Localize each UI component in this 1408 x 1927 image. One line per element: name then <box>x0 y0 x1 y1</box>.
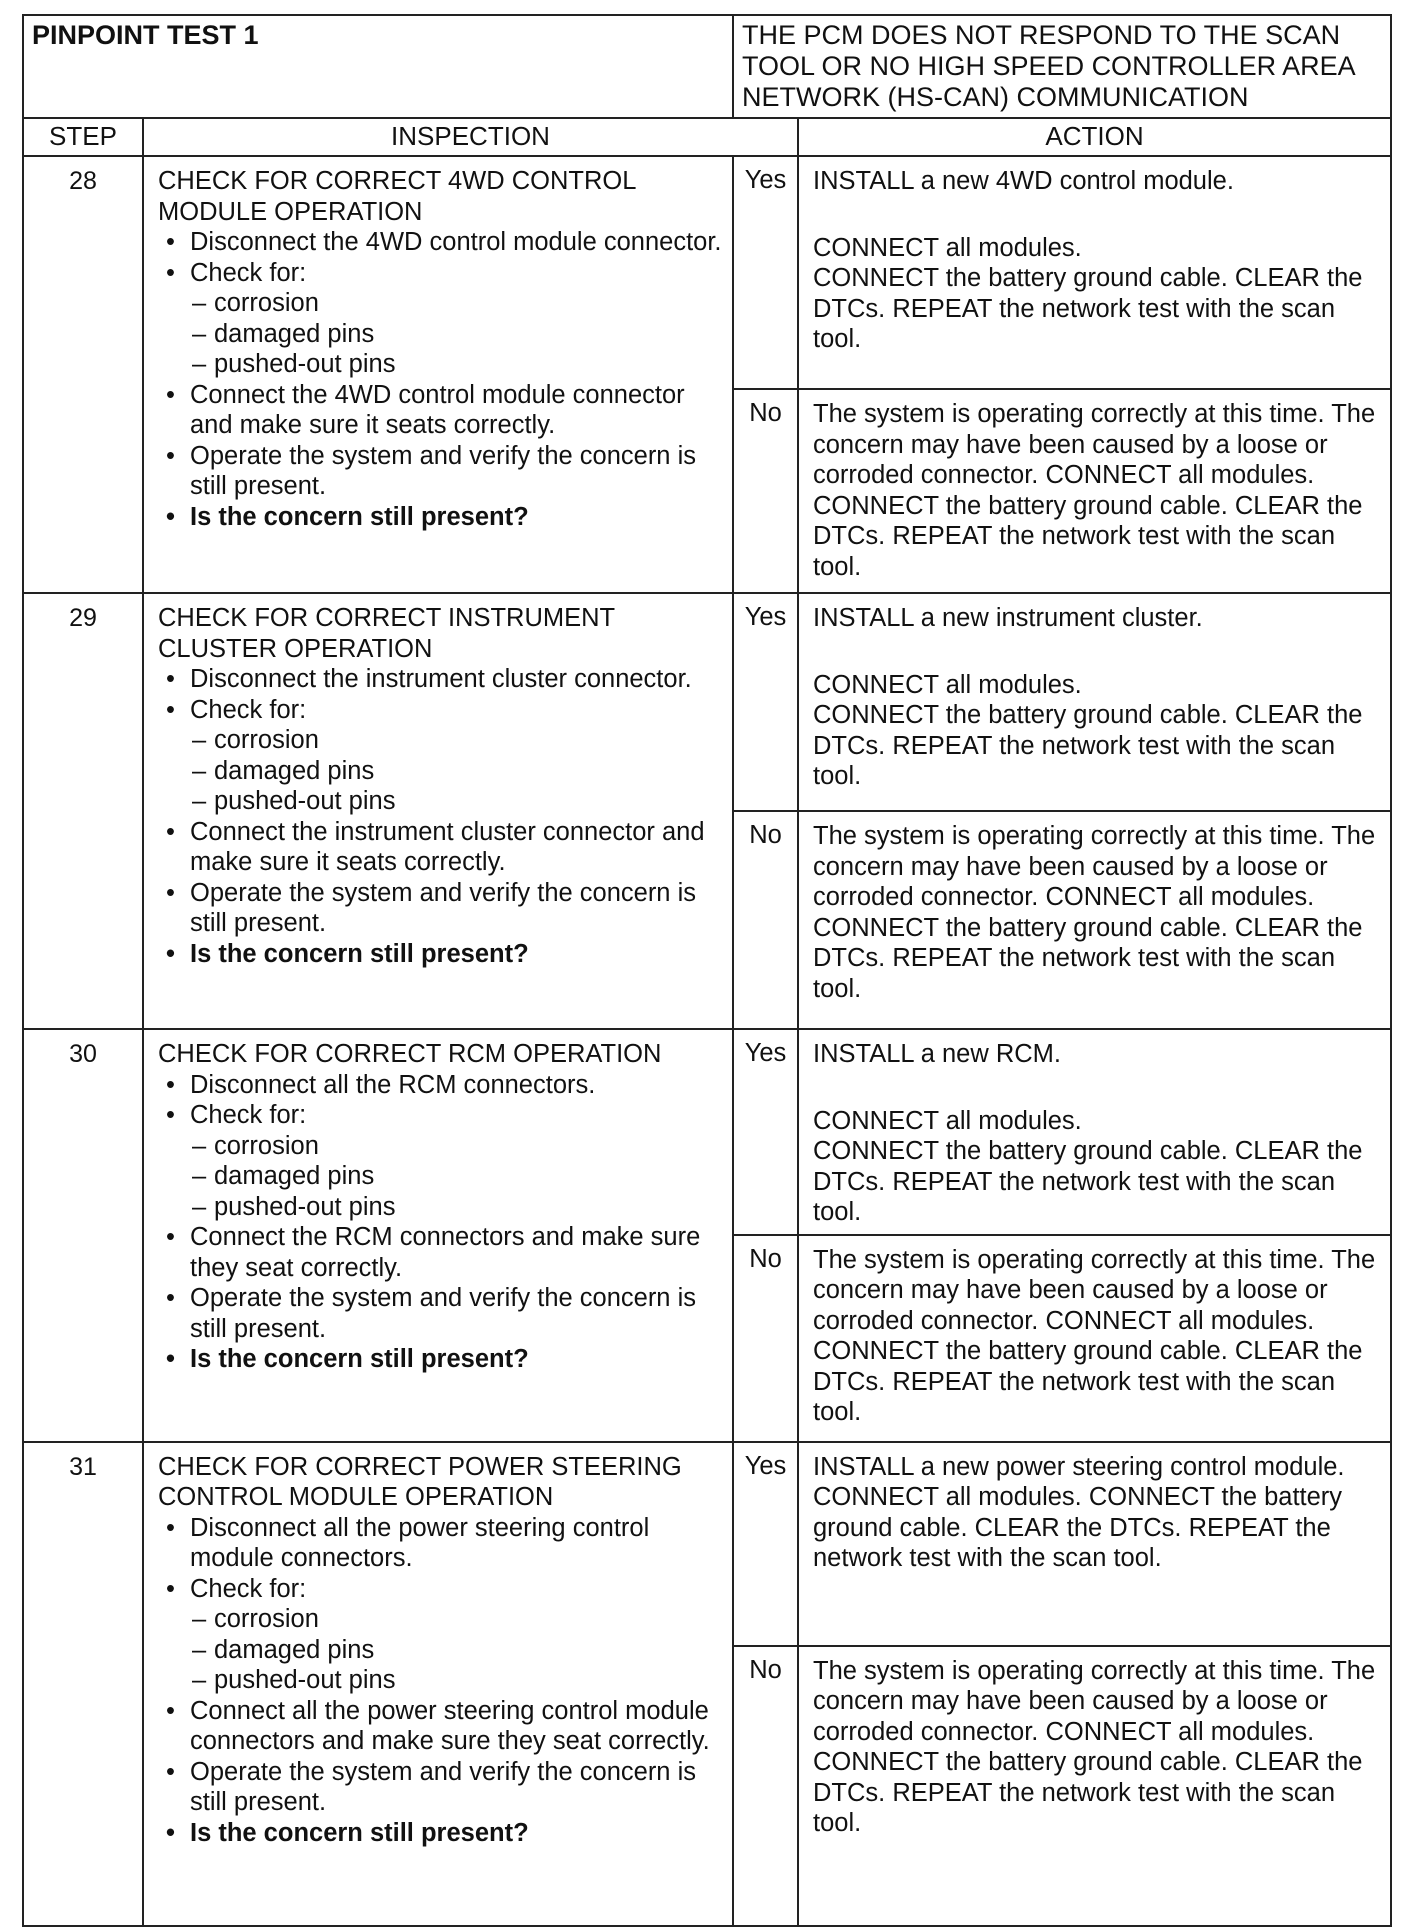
list-item: • Connect the 4WD control module connector and make sure it seats correctly. <box>158 380 722 441</box>
no-action: The system is operating correctly at this time. The concern may have been caused by a loose or corroded connector. CONNECT all modules. CONNECT the battery ground cable. CLEAR the DTCs. REPEAT the network test with the scan tool. <box>798 1235 1391 1442</box>
inspection-cell <box>143 156 733 593</box>
action-text: INSTALL a new instrument cluster. <box>813 604 1203 632</box>
action-text: INSTALL a new RCM. <box>813 1040 1061 1068</box>
list-item: • Check for: <box>158 695 722 726</box>
step-number: 28 <box>23 156 143 593</box>
list-item: – damaged pins <box>158 1161 722 1192</box>
list-item: • Disconnect all the power steering control module connectors. <box>158 1513 722 1574</box>
list-item: • Operate the system and verify the concern is still present. <box>158 1283 722 1344</box>
action-text: CONNECT the battery ground cable. CLEAR the DTCs. REPEAT the network test with the scan tool. <box>813 264 1363 353</box>
no-label: No <box>733 811 798 1029</box>
list-item: – corrosion <box>158 1131 722 1162</box>
list-item: • Connect the RCM connectors and make sure they seat correctly. <box>158 1222 722 1283</box>
list-item: • Connect the instrument cluster connector and make sure it seats correctly. <box>158 817 722 878</box>
list-item: – damaged pins <box>158 1635 722 1666</box>
step-number: 31 <box>23 1442 143 1926</box>
list-item: – corrosion <box>158 725 722 756</box>
inspection-question: • Is the concern still present? <box>158 502 722 533</box>
no-label: No <box>733 1235 798 1442</box>
inspection-heading: CHECK FOR CORRECT 4WD CONTROL MODULE OPERATION <box>158 167 636 226</box>
list-item: • Check for: <box>158 1100 722 1131</box>
step-number: 29 <box>23 593 143 1029</box>
list-item: • Disconnect the 4WD control module connector. <box>158 227 722 258</box>
inspection-heading: CHECK FOR CORRECT RCM OPERATION <box>158 1040 662 1068</box>
action-text: CONNECT the battery ground cable. CLEAR the DTCs. REPEAT the network test with the scan tool. <box>813 1137 1363 1226</box>
yes-label: Yes <box>733 593 798 811</box>
test-label: PINPOINT TEST 1 <box>23 15 733 118</box>
yes-action <box>798 1029 1391 1235</box>
no-label: No <box>733 389 798 593</box>
list-item: • Check for: <box>158 1574 722 1605</box>
title-row <box>23 15 1391 118</box>
list-item: – corrosion <box>158 288 722 319</box>
list-item: – pushed-out pins <box>158 786 722 817</box>
action-text: CONNECT all modules. <box>813 670 1082 699</box>
list-item: • Disconnect all the RCM connectors. <box>158 1070 722 1101</box>
list-item: • Disconnect the instrument cluster connector. <box>158 664 722 695</box>
list-item: • Operate the system and verify the concern is still present. <box>158 878 722 939</box>
header-inspection: INSPECTION <box>143 118 798 156</box>
no-label: No <box>733 1646 798 1926</box>
step-row-yes <box>23 1029 1391 1235</box>
list-item: – pushed-out pins <box>158 1665 722 1696</box>
step-row-yes <box>23 1442 1391 1646</box>
list-item: • Operate the system and verify the concern is still present. <box>158 1757 722 1818</box>
inspection-heading: CHECK FOR CORRECT INSTRUMENT CLUSTER OPERATION <box>158 604 615 663</box>
list-item: – damaged pins <box>158 319 722 350</box>
pinpoint-test-table <box>22 14 1392 1927</box>
inspection-heading: CHECK FOR CORRECT POWER STEERING CONTROL MODULE OPERATION <box>158 1452 682 1511</box>
list-item: • Operate the system and verify the concern is still present. <box>158 441 722 502</box>
inspection-list <box>158 664 722 969</box>
inspection-list <box>158 1513 722 1849</box>
yes-action: INSTALL a new power steering control module. CONNECT all modules. CONNECT the battery ground cable. CLEAR the DTCs. REPEAT the network test with the scan tool. <box>798 1442 1391 1646</box>
list-item: – corrosion <box>158 1604 722 1635</box>
no-action: The system is operating correctly at this time. The concern may have been caused by a loose or corroded connector. CONNECT all modules. CONNECT the battery ground cable. CLEAR the DTCs. REPEAT the network test with the scan tool. <box>798 1646 1391 1926</box>
list-item: – pushed-out pins <box>158 349 722 380</box>
header-action: ACTION <box>798 118 1391 156</box>
list-item: • Check for: <box>158 258 722 289</box>
header-row <box>23 118 1391 156</box>
inspection-cell <box>143 593 733 1029</box>
inspection-cell <box>143 1029 733 1442</box>
list-item: • Connect all the power steering control module connectors and make sure they seat correctly. <box>158 1696 722 1757</box>
list-item: – damaged pins <box>158 756 722 787</box>
action-text: CONNECT all modules. <box>813 1106 1082 1135</box>
inspection-list <box>158 1070 722 1375</box>
yes-action <box>798 156 1391 389</box>
step-row-yes <box>23 593 1391 811</box>
no-action: The system is operating correctly at this time. The concern may have been caused by a loose or corroded connector. CONNECT all modules. CONNECT the battery ground cable. CLEAR the DTCs. REPEAT the network test with the scan tool. <box>798 389 1391 593</box>
no-action: The system is operating correctly at this time. The concern may have been caused by a loose or corroded connector. CONNECT all modules. CONNECT the battery ground cable. CLEAR the DTCs. REPEAT the network test with the scan tool. <box>798 811 1391 1029</box>
inspection-question: • Is the concern still present? <box>158 1344 722 1375</box>
yes-label: Yes <box>733 1029 798 1235</box>
inspection-cell <box>143 1442 733 1926</box>
pinpoint-test-sheet <box>22 14 1390 1927</box>
step-number: 30 <box>23 1029 143 1442</box>
header-step: STEP <box>23 118 143 156</box>
action-text: INSTALL a new 4WD control module. <box>813 167 1234 195</box>
inspection-question: • Is the concern still present? <box>158 1818 722 1849</box>
test-title: THE PCM DOES NOT RESPOND TO THE SCAN TOOL OR NO HIGH SPEED CONTROLLER AREA NETWORK (HS-CAN) COMMUNICATION <box>733 15 1391 118</box>
step-row-yes <box>23 156 1391 389</box>
action-text: CONNECT all modules. <box>813 233 1082 262</box>
list-item: – pushed-out pins <box>158 1192 722 1223</box>
yes-label: Yes <box>733 156 798 389</box>
yes-label: Yes <box>733 1442 798 1646</box>
inspection-question: • Is the concern still present? <box>158 939 722 970</box>
inspection-list <box>158 227 722 532</box>
yes-action <box>798 593 1391 811</box>
action-text: CONNECT the battery ground cable. CLEAR the DTCs. REPEAT the network test with the scan tool. <box>813 701 1363 790</box>
